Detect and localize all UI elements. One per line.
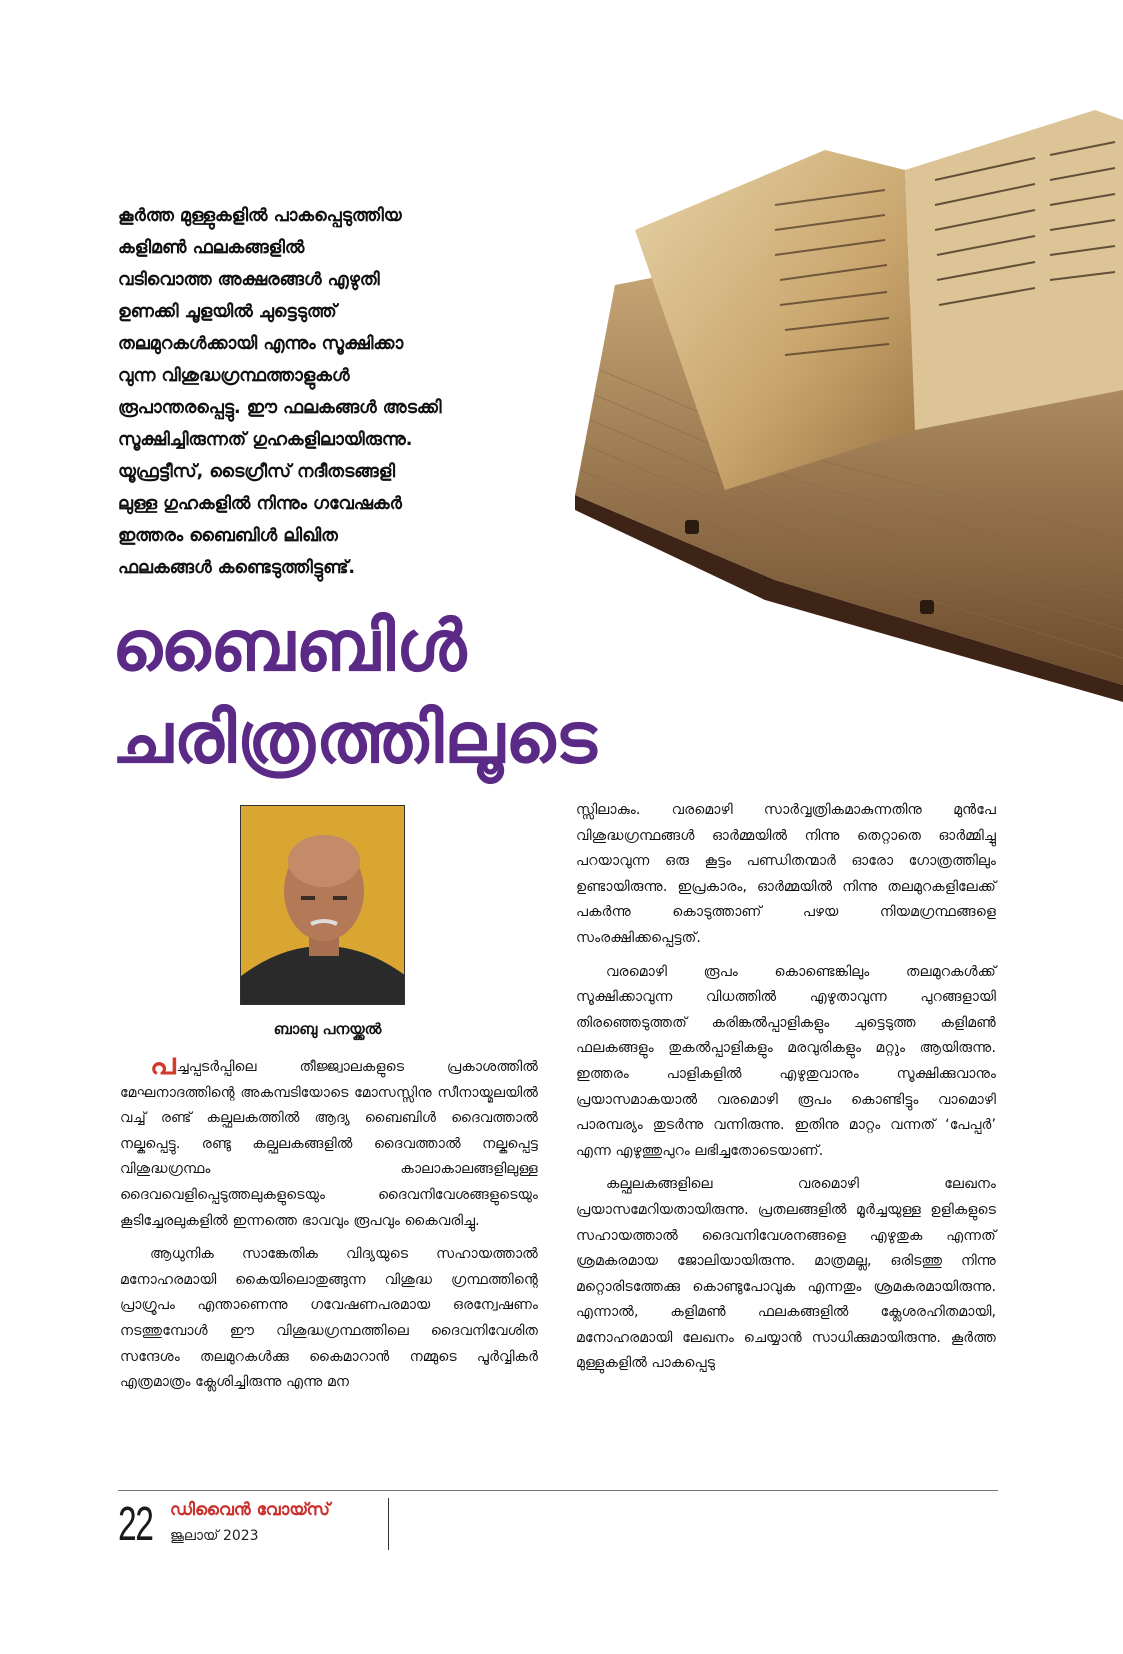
author-portrait-photo bbox=[240, 805, 405, 1005]
intro-line: സൂക്ഷിച്ചിരുന്നത് ഗുഹകളിലായിരുന്നു. bbox=[118, 430, 413, 450]
article-column-left bbox=[120, 1047, 538, 1404]
article-paragraph bbox=[120, 1047, 538, 1234]
article-headline bbox=[112, 600, 812, 784]
intro-line: കൂർത്ത മുള്ളുകളിൽ പാകപ്പെടുത്തിയ bbox=[118, 206, 402, 226]
article-paragraph: കല്ഫലകങ്ങളിലെ വരമൊഴി ലേഖനം പ്രയാസമേറിയതായിരുന്നു. പ്രതലങ്ങളിൽ മൂർച്ചയുള്ള ഉളികളുടെ സഹായത്താൽ ദൈവനിവേശനങ്ങളെ എഴുതുക എന്നത് ശ്രമകരമായ ജോലിയായിരുന്നു. മാത്രമല്ല, ഒരിടത്തു നിന്നു മറ്റൊരിടത്തേക്കു കൊണ്ടുപോവുക എന്നതും ശ്രമകരമായിരുന്നു. എന്നാൽ, കളിമൺ ഫലകങ്ങളിൽ ക്ലേശരഹിതമായി, മനോഹരമായി ലേഖനം ചെയ്യാൻ സാധിക്കുമായിരുന്നു. കൂർത്ത മുള്ളുകളിൽ പാകപ്പെടു bbox=[576, 1176, 996, 1372]
footer-vertical-rule bbox=[388, 1498, 389, 1550]
headline-line-1: ബൈബിൾ bbox=[112, 605, 468, 687]
intro-line: തലമുറകൾക്കായി എന്നും സൂക്ഷിക്കാ bbox=[118, 334, 404, 354]
article-column-right bbox=[576, 798, 996, 1385]
article-paragraph: സ്സിലാകും. വരമൊഴി സാർവ്വത്രികമാകുന്നതിനു മുൻപേ വിശുദ്ധഗ്രന്ഥങ്ങൾ ഓർമ്മയിൽ നിന്നു തെറ്റാതെ ഓർമ്മിച്ചു പറയാവുന്ന ഒരു കൂട്ടം പണ്ഡിതന്മാർ ഓരോ ഗോത്രത്തിലും ഉണ്ടായിരുന്നു. ഇപ്രകാരം, ഓർമ്മയിൽ നിന്നു തലമുറകളിലേക്ക് പകർന്നു കൊടുത്താണ് പഴയ നിയമഗ്രന്ഥങ്ങളെ സംരക്ഷിക്കപ്പെട്ടത്. bbox=[576, 802, 996, 946]
article-paragraph: വരമൊഴി രൂപം കൊണ്ടെങ്കിലും തലമുറകൾക്ക് സൂക്ഷിക്കാവുന്ന വിധത്തിൽ എഴുതാവുന്ന പുറങ്ങളായി തിരഞ്ഞെടുത്തത് കരിങ്കൽപ്പാളികളും ചുട്ടെടുത്ത കളിമൺ ഫലകങ്ങളും തുകൽപ്പാളികളും മരവുരികളും മറ്റും ആയിരുന്നു. ഇത്തരം പാളികളിൽ എഴുതുവാനും സൂക്ഷിക്കുവാനും പ്രയാസമാകയാൽ വരമൊഴി രൂപം കൊണ്ടിട്ടും വാമൊഴി പാരമ്പര്യം തുടർന്നു വന്നിരുന്നു. ഇതിനു മാറ്റം വന്നത് ‘പേപ്പർ’ എന്ന എഴുത്തുപുറം ലഭിച്ചതോടെയാണ്. bbox=[576, 963, 996, 1159]
headline-line-2: ചരിത്രത്തിലൂടെ bbox=[112, 697, 598, 779]
issue-date: ജൂലായ് 2023 bbox=[170, 1528, 259, 1544]
intro-block bbox=[118, 200, 558, 584]
intro-line: വടിവൊത്ത അക്ഷരങ്ങൾ എഴുതി bbox=[118, 270, 380, 290]
intro-line: കളിമൺ ഫലകങ്ങളിൽ bbox=[118, 238, 305, 258]
intro-line: വുന്ന വിശുദ്ധഗ്രന്ഥത്താളുകൾ bbox=[118, 366, 350, 386]
footer-divider bbox=[118, 1490, 998, 1491]
drop-cap: പ bbox=[150, 1047, 176, 1082]
paragraph-text: ച്ചപ്പടർപ്പിലെ തീജ്ജ്വാലകളുടെ പ്രകാശത്തിൽ മേഘനാദത്തിന്റെ അകമ്പടിയോടെ മോസസ്സിനു സീനായ്മലയിൽ വച്ച് രണ്ട് കല്ഫലകത്തിൽ ആദ്യ ബൈബിൾ ദൈവത്താൽ നല്കപ്പെട്ടു. രണ്ടു കല്ഫലകങ്ങളിൽ ദൈവത്താൽ നല്കപ്പെട്ട വിശുദ്ധഗ്രന്ഥം കാലാകാലങ്ങളിലുള്ള ദൈവവെളിപ്പെടുത്തലുകളുടെയും ദൈവനിവേശങ്ങളുടെയും കൂടിച്ചേരലുകളിൽ ഇന്നത്തെ ഭാവവും രൂപവും കൈവരിച്ചു. bbox=[120, 1059, 538, 1229]
intro-line: ഇത്തരം ബൈബിൾ ലിഖിത bbox=[118, 526, 338, 546]
intro-line: ഉണക്കി ചൂളയിൽ ചുട്ടെടുത്ത് bbox=[118, 302, 337, 322]
intro-line: ലുള്ള ഗുഹകളിൽ നിന്നും ഗവേഷകർ bbox=[118, 494, 402, 514]
intro-line: രൂപാന്തരപ്പെട്ടു. ഈ ഫലകങ്ങൾ അടക്കി bbox=[118, 398, 442, 418]
page-number: 22 bbox=[118, 1498, 153, 1551]
intro-line: യൂഫ്രട്ടീസ്, ടൈഗ്രീസ് നദീതടങ്ങളി bbox=[118, 462, 396, 482]
author-name: ബാബു പനയ്ക്കൽ bbox=[273, 1020, 382, 1038]
portrait-svg bbox=[241, 806, 405, 1005]
magazine-name: ഡിവൈൻ വോയ്സ് bbox=[170, 1500, 330, 1520]
article-paragraph: ആധുനിക സാങ്കേതിക വിദ്യയുടെ സഹായത്താൽ മനോഹരമായി കൈയിലൊതുങ്ങുന്ന വിശുദ്ധ ഗ്രന്ഥത്തിന്റെ പ്രാഗ്രൂപം എന്താണെന്നു ഗവേഷണപരമായ ഒരന്വേഷണം നടത്തുമ്പോൾ ഈ വിശുദ്ധഗ്രന്ഥത്തിലെ ദൈവനിവേശിത സന്ദേശം തലമുറകൾക്കു കൈമാറാൻ നമ്മുടെ പൂർവ്വികർ എത്രമാത്രം ക്ലേശിച്ചിരുന്നു എന്നു മന bbox=[120, 1246, 538, 1391]
intro-line: ഫലകങ്ങൾ കണ്ടെടുത്തിട്ടുണ്ട്. bbox=[118, 558, 355, 578]
